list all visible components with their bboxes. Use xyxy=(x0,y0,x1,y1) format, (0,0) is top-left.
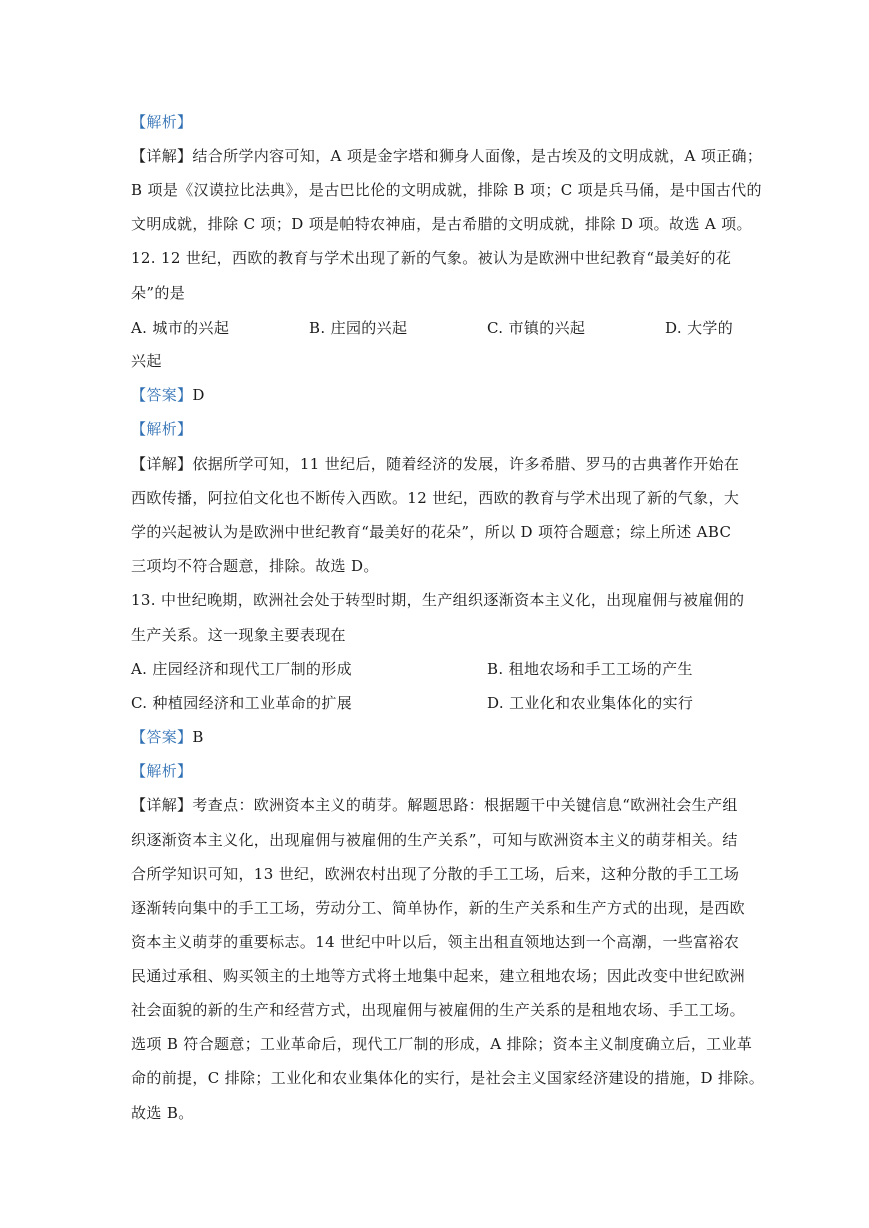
q13-detail-line-7: 社会面貌的新的生产和经营方式，出现雇佣与被雇佣的生产关系的是租地农场、手工工场。 xyxy=(131,1001,746,1019)
q13-detail-line-9: 命的前提，C 排除；工业化和农业集体化的实行，是社会主义国家经济建设的措施，D 排除。 xyxy=(131,1069,765,1087)
q11-detail-line-3: 文明成就，排除 C 项；D 项是帕特农神庙，是古希腊的文明成就，排除 D 项。故选 A 项。 xyxy=(131,215,752,233)
q12-analysis-heading xyxy=(131,419,741,439)
detail-label: 【详解】 xyxy=(131,147,193,165)
q13-detail-line-6: 民通过承租、购买领主的土地等方式将土地集中起来，建立租地农场；因此改变中世纪欧洲 xyxy=(131,967,746,985)
q12-detail-line-3: 学的兴起被认为是欧洲中世纪教育“最美好的花朵”，所以 D 项符合题意；综上所述 ABC xyxy=(131,523,732,541)
q13-option-a: A. 庄园经济和现代工厂制的形成 xyxy=(131,660,352,678)
q13-option-c: C. 种植园经济和工业革命的扩展 xyxy=(131,694,353,712)
detail-text: 依据所学可知，11 世纪后，随着经济的发展，许多希腊、罗马的古典著作开始在 xyxy=(192,455,740,473)
answer-label: 【答案】 xyxy=(131,728,193,746)
q11-detail-line-2: B 项是《汉谟拉比法典》，是古巴比伦的文明成就，排除 B 项；C 项是兵马俑，是中国古代的 xyxy=(131,181,762,199)
q12-option-d-wrap: 兴起 xyxy=(131,352,162,370)
q11-analysis-heading xyxy=(131,112,741,132)
analysis-label: 【解析】 xyxy=(131,113,193,131)
q12-option-d: D. 大学的 xyxy=(665,319,734,337)
q13-detail-line-10: 故选 B。 xyxy=(131,1104,194,1122)
q13-answer xyxy=(131,727,741,747)
q13-analysis-heading xyxy=(131,761,741,781)
q13-option-d: D. 工业化和农业集体化的实行 xyxy=(487,694,694,712)
answer-label: 【答案】 xyxy=(131,386,193,404)
detail-label: 【详解】 xyxy=(131,796,193,814)
analysis-label: 【解析】 xyxy=(131,420,193,438)
detail-text: 考查点：欧洲资本主义的萌芽。解题思路：根据题干中关键信息“欧洲社会生产组 xyxy=(192,796,738,814)
answer-value: B xyxy=(192,728,204,746)
q13-stem-line-2: 生产关系。这一现象主要表现在 xyxy=(131,626,346,644)
detail-label: 【详解】 xyxy=(131,455,193,473)
q13-detail-line-4: 逐渐转向集中的手工工场，劳动分工、简单协作，新的生产关系和生产方式的出现，是西欧 xyxy=(131,899,746,917)
q11-detail-line-1 xyxy=(131,146,763,166)
q13-stem-line-1: 13. 中世纪晚期，欧洲社会处于转型时期，生产组织逐渐资本主义化，出现雇佣与被雇佣的 xyxy=(131,591,745,609)
detail-text: 结合所学内容可知，A 项是金字塔和狮身人面像，是古埃及的文明成就，A 项正确； xyxy=(192,147,763,165)
q13-option-b: B. 租地农场和手工工场的产生 xyxy=(487,660,693,678)
q12-detail-line-1 xyxy=(131,454,741,474)
q12-stem-line-2: 朵”的是 xyxy=(131,284,186,302)
q13-detail-line-3: 合所学知识可知，13 世纪，欧洲农村出现了分散的手工工场，后来，这种分散的手工工场 xyxy=(131,865,740,883)
q13-detail-line-8: 选项 B 符合题意；工业革命后，现代工厂制的形成，A 排除；资本主义制度确立后，工业革 xyxy=(131,1035,753,1053)
q13-detail-line-1 xyxy=(131,795,741,815)
q12-stem-line-1: 12. 12 世纪，西欧的教育与学术出现了新的气象。被认为是欧洲中世纪教育“最美好的花 xyxy=(131,249,732,267)
q12-option-a: A. 城市的兴起 xyxy=(131,319,230,337)
q12-detail-line-4: 三项均不符合题意，排除。故选 D。 xyxy=(131,557,379,575)
q12-option-c: C. 市镇的兴起 xyxy=(487,319,586,337)
q13-detail-line-2: 织逐渐资本主义化，出现雇佣与被雇佣的生产关系”，可知与欧洲资本主义的萌芽相关。结 xyxy=(131,831,738,849)
answer-value: D xyxy=(192,386,205,404)
analysis-label: 【解析】 xyxy=(131,762,193,780)
q12-detail-line-2: 西欧传播，阿拉伯文化也不断传入西欧。12 世纪，西欧的教育与学术出现了新的气象，大 xyxy=(131,489,740,507)
q13-detail-line-5: 资本主义萌芽的重要标志。14 世纪中叶以后，领主出租直领地达到一个高潮，一些富裕农 xyxy=(131,933,740,951)
q12-option-b: B. 庄园的兴起 xyxy=(309,319,408,337)
q12-answer xyxy=(131,385,741,405)
